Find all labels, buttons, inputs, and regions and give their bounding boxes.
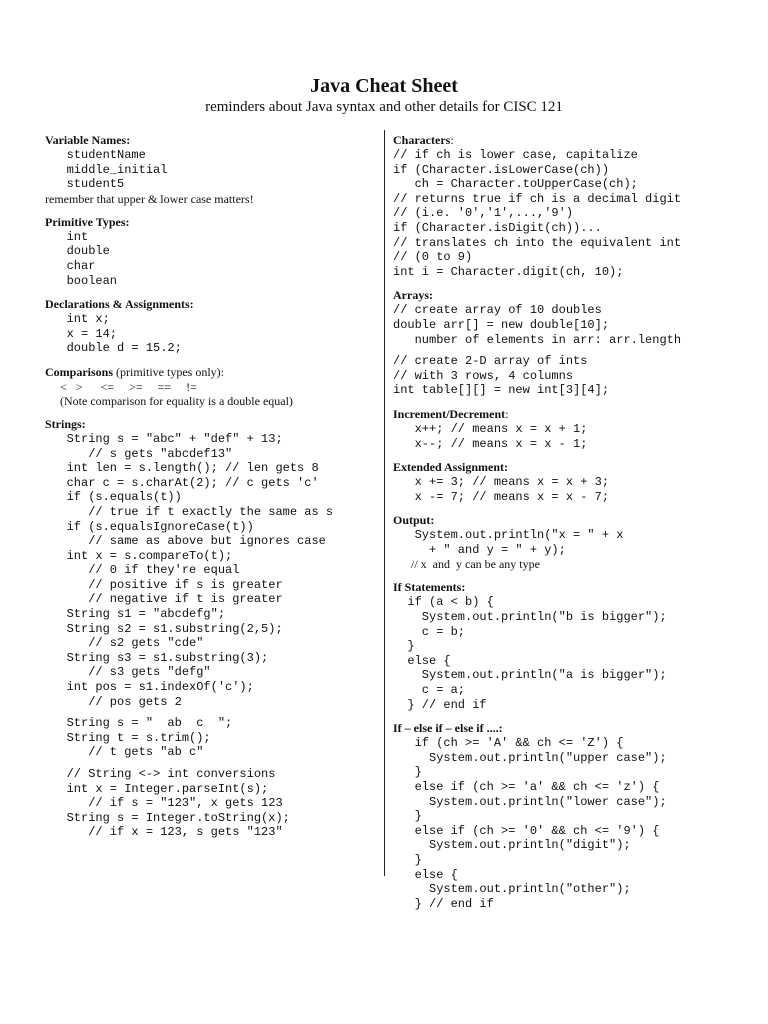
code-block (45, 148, 375, 192)
section-heading: Declarations & Assignments: (45, 297, 194, 312)
code-line: System.out.println("digit"); (393, 838, 631, 853)
code-line: // t gets "ab c" (45, 745, 204, 760)
code-line: } // end if (393, 896, 494, 911)
section-heading: Comparisons (45, 364, 114, 379)
section-declarations (45, 297, 375, 356)
code-line: String t = s.trim(); (45, 730, 211, 745)
code-line: c = a; (393, 683, 466, 698)
code-line: System.out.println("a is bigger"); (393, 668, 667, 683)
code-line: middle_initial (45, 162, 168, 177)
code-line: x--; // means x = x - 1; (393, 436, 588, 451)
section-if-else-if (393, 721, 733, 911)
code-line: // (i.e. '0','1',...,'9') (393, 206, 574, 221)
code-line: c = b; (393, 624, 466, 639)
code-line: // create array of 10 doubles (393, 303, 602, 318)
page-title: Java Cheat Sheet (310, 75, 458, 97)
section-arrays (393, 288, 733, 398)
code-line: // (0 to 9) (393, 250, 473, 265)
code-line: } (393, 765, 422, 780)
section-heading-row (393, 133, 733, 148)
code-line: } (393, 639, 415, 654)
section-increment-decrement (393, 407, 733, 451)
code-line: number of elements in arr: arr.length (393, 332, 682, 347)
section-primitive-types (45, 215, 375, 288)
code-line: if (s.equalsIgnoreCase(t)) (45, 519, 254, 534)
code-line: else { (393, 653, 451, 668)
section-heading: Primitive Types: (45, 214, 130, 229)
code-line: // returns true if ch is a decimal digit (393, 191, 682, 206)
code-line: // translates ch into the equivalent int (393, 235, 682, 250)
code-line: x++; // means x = x + 1; (393, 421, 588, 436)
note-text: remember that upper & lower case matters! (45, 191, 254, 206)
section-heading-suffix: : (450, 133, 454, 147)
code-line: // if ch is lower case, capitalize (393, 148, 638, 162)
code-block (45, 767, 375, 840)
section-heading: Characters (393, 133, 451, 147)
code-line: String s3 = s1.substring(3); (45, 650, 269, 665)
code-line: // create 2-D array of ints (393, 354, 588, 369)
code-line: int (45, 229, 89, 244)
code-block (45, 230, 375, 288)
code-line: ch = Character.toUpperCase(ch); (393, 177, 638, 192)
section-characters (393, 133, 733, 279)
code-line: // s2 gets "cde" (45, 636, 204, 651)
code-line: // pos gets 2 (45, 694, 182, 709)
code-line: System.out.println("x = " + x (393, 528, 624, 543)
code-line: // s gets "abcdef13" (45, 446, 233, 461)
code-line: int table[][] = new int[3][4]; (393, 383, 610, 398)
section-heading: Increment/Decrement (393, 406, 506, 421)
section-heading: If Statements: (393, 580, 466, 595)
code-line: boolean (45, 273, 118, 288)
code-line: // positive if s is greater (45, 577, 283, 592)
section-heading-row (45, 365, 375, 380)
column-divider (384, 130, 385, 876)
code-block (393, 422, 733, 451)
code-line: int x = Integer.parseInt(s); (45, 781, 269, 796)
code-line: // String <-> int conversions (45, 767, 276, 781)
code-line: // if s = "123", x gets 123 (45, 796, 283, 811)
comparison-operators: < > <= >= == != (45, 379, 197, 394)
code-line: char (45, 258, 96, 273)
section-comparisons (45, 365, 375, 408)
code-line: int i = Character.digit(ch, 10); (393, 264, 624, 279)
code-line: System.out.println("upper case"); (393, 750, 667, 765)
section-heading-suffix: (primitive types only): (113, 364, 224, 379)
section-heading: Strings: (45, 416, 86, 431)
section-heading-row (393, 407, 733, 422)
code-line: // true if t exactly the same as s (45, 504, 334, 519)
code-line: } (393, 809, 422, 824)
code-line: // if x = 123, s gets "123" (45, 825, 283, 840)
code-line: if (Character.isDigit(ch))... (393, 220, 602, 235)
code-line: System.out.println("lower case"); (393, 794, 667, 809)
section-if-statements (393, 580, 733, 712)
code-line: int x = s.compareTo(t); (45, 548, 233, 563)
note-text: // x and y can be any type (393, 557, 540, 572)
section-heading: If – else if – else if ....: (393, 721, 503, 736)
code-line: // same as above but ignores case (45, 534, 326, 549)
code-line: double d = 15.2; (45, 341, 182, 356)
code-line: // negative if t is greater (45, 592, 283, 607)
section-variable-names (45, 133, 375, 206)
code-block (393, 528, 733, 557)
code-block (45, 432, 375, 709)
code-line: x -= 7; // means x = x - 7; (393, 489, 610, 504)
section-heading: Output: (393, 513, 435, 528)
code-block (393, 354, 733, 398)
code-line: } (393, 852, 422, 867)
left-column (45, 133, 375, 849)
code-line: else if (ch >= '0' && ch <= '9') { (393, 823, 660, 838)
code-line: // 0 if they're equal (45, 563, 240, 578)
code-line: String s2 = s1.substring(2,5); (45, 621, 283, 636)
code-line: x += 3; // means x = x + 3; (393, 475, 610, 490)
code-line: } // end if (393, 697, 487, 712)
code-line: else { (393, 867, 458, 882)
page-subtitle: reminders about Java syntax and other details for CISC 121 (205, 99, 563, 115)
code-line: // with 3 rows, 4 columns (393, 368, 574, 383)
code-line: else if (ch >= 'a' && ch <= 'z') { (393, 780, 660, 794)
code-line: String s = Integer.toString(x); (45, 810, 290, 825)
code-line: int pos = s1.indexOf('c'); (45, 680, 254, 695)
code-line: // s3 gets "defg" (45, 665, 211, 680)
code-line: student5 (45, 177, 125, 192)
code-block (393, 595, 733, 712)
code-line: System.out.println("b is bigger"); (393, 610, 667, 625)
code-block (45, 716, 375, 760)
code-line: char c = s.charAt(2); // c gets 'c' (45, 475, 319, 490)
code-line: if (ch >= 'A' && ch <= 'Z') { (393, 736, 624, 751)
code-line: if (s.equals(t)) (45, 490, 182, 505)
code-line: studentName (45, 148, 146, 162)
code-block (393, 475, 733, 504)
code-block (393, 736, 733, 911)
code-block (393, 303, 733, 347)
code-block (393, 148, 733, 279)
section-output (393, 513, 733, 571)
right-column (393, 133, 733, 920)
code-line: String s1 = "abcdefg"; (45, 607, 226, 622)
note-text: (Note comparison for equality is a double equal) (45, 393, 293, 408)
code-line: double arr[] = new double[10]; (393, 317, 610, 332)
code-block (45, 312, 375, 356)
code-line: int len = s.length(); // len gets 8 (45, 461, 319, 476)
code-line: String s = "abc" + "def" + 13; (45, 431, 283, 446)
code-line: double (45, 244, 110, 259)
code-line: if (Character.isLowerCase(ch)) (393, 162, 610, 177)
section-strings (45, 417, 375, 840)
code-line: System.out.println("other"); (393, 882, 631, 897)
section-extended-assignment (393, 460, 733, 504)
section-heading: Arrays: (393, 288, 433, 303)
code-line: x = 14; (45, 326, 118, 341)
code-line: int x; (45, 312, 110, 327)
code-line: String s = " ab c "; (45, 716, 233, 731)
section-heading-suffix: : (505, 406, 509, 421)
section-heading: Extended Assignment: (393, 460, 509, 475)
code-line: if (a < b) { (393, 595, 494, 610)
code-line: + " and y = " + y); (393, 542, 566, 557)
section-heading: Variable Names: (45, 133, 131, 147)
